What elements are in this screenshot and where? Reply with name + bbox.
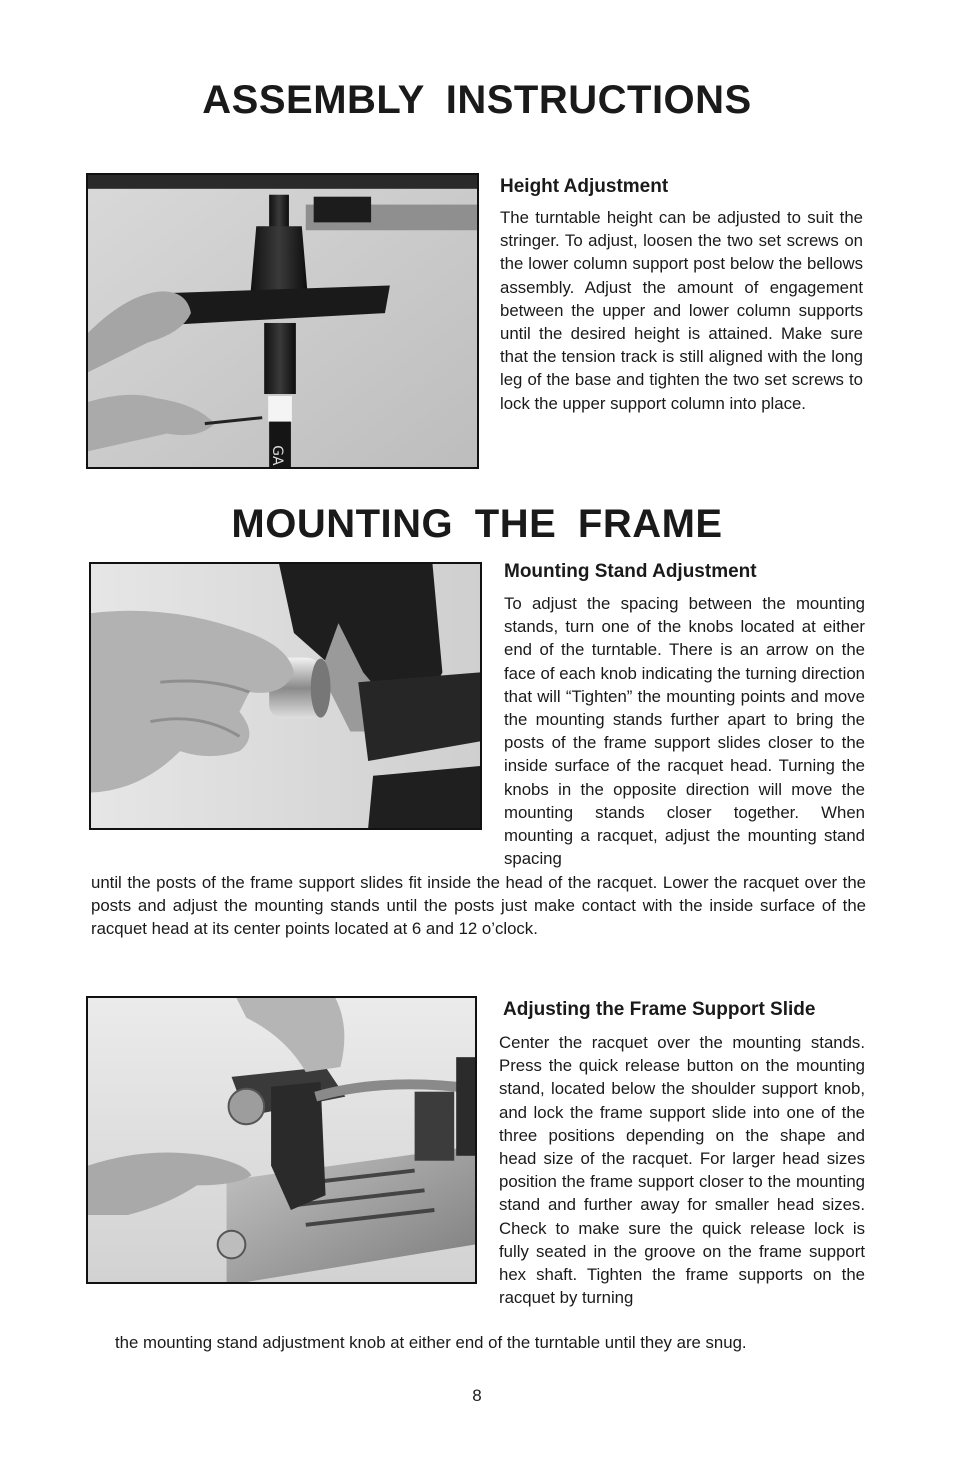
mounting-stand-adjustment-subtitle: Mounting Stand Adjustment [504, 561, 757, 582]
frame-support-slide-text: Center the racquet over the mounting stands. Press the quick release button on the mounting stand, located below the shoulder support knob, and lock the frame support slide into one of the three positions depending on the shape and head size of the racquet. For larger head sizes position the frame support closer to the mounting stand and further away for smaller head sizes. Check to make sure the quick release lock is fully seated in the groove on the frame support hex shaft. Tighten the frame supports on the racquet by turning [499, 1033, 865, 1308]
frame-support-slide-photo [86, 996, 477, 1284]
page-number: 8 [472, 1386, 482, 1405]
mounting-stand-adjustment-text-continued: until the posts of the frame support slides fit inside the head of the racquet. Lower the racquet over the posts and adjust the mounting stands until the posts just make contact with the inside surface of the racquet head at its center points located at 6 and 12 o’clock. [91, 873, 866, 939]
mounting-stand-adjustment-text: To adjust the spacing between the mounting stands, turn one of the knobs located at either end of the turntable. There is an arrow on the face of each knob indicating the turning direction that will “Tighten” the mounting points and move the mounting stands further apart to bring the posts of the frame support slides closer to the inside surface of the racquet head. Turning the knobs in the opposite direction will move the mounting stands closer together. When mounting a racquet, adjust the mounting stand spacing [504, 594, 865, 869]
column-post-label: GA [269, 445, 286, 466]
frame-support-slide-subtitle: Adjusting the Frame Support Slide [503, 999, 816, 1020]
height-adjustment-subtitle: Height Adjustment [500, 176, 669, 197]
height-adjustment-text: The turntable height can be adjusted to suit the stringer. To adjust, loosen the two set screws on the lower column support post below the bellows assembly. Adjust the amount of engagement between the upper and lower column supports until the desired height is attained. Make sure that the tension track is still aligned with the long leg of the base and tighten the two set screws to lock the upper support column into place. [500, 208, 863, 413]
frame-support-slide-text-continued: the mounting stand adjustment knob at either end of the turntable until they are snug. [115, 1333, 747, 1352]
assembly-instructions-heading: ASSEMBLY INSTRUCTIONS [202, 78, 752, 122]
height-adjustment-photo [86, 173, 479, 469]
mounting-the-frame-heading: MOUNTING THE FRAME [231, 502, 723, 546]
mounting-stand-knob-photo [89, 562, 482, 830]
